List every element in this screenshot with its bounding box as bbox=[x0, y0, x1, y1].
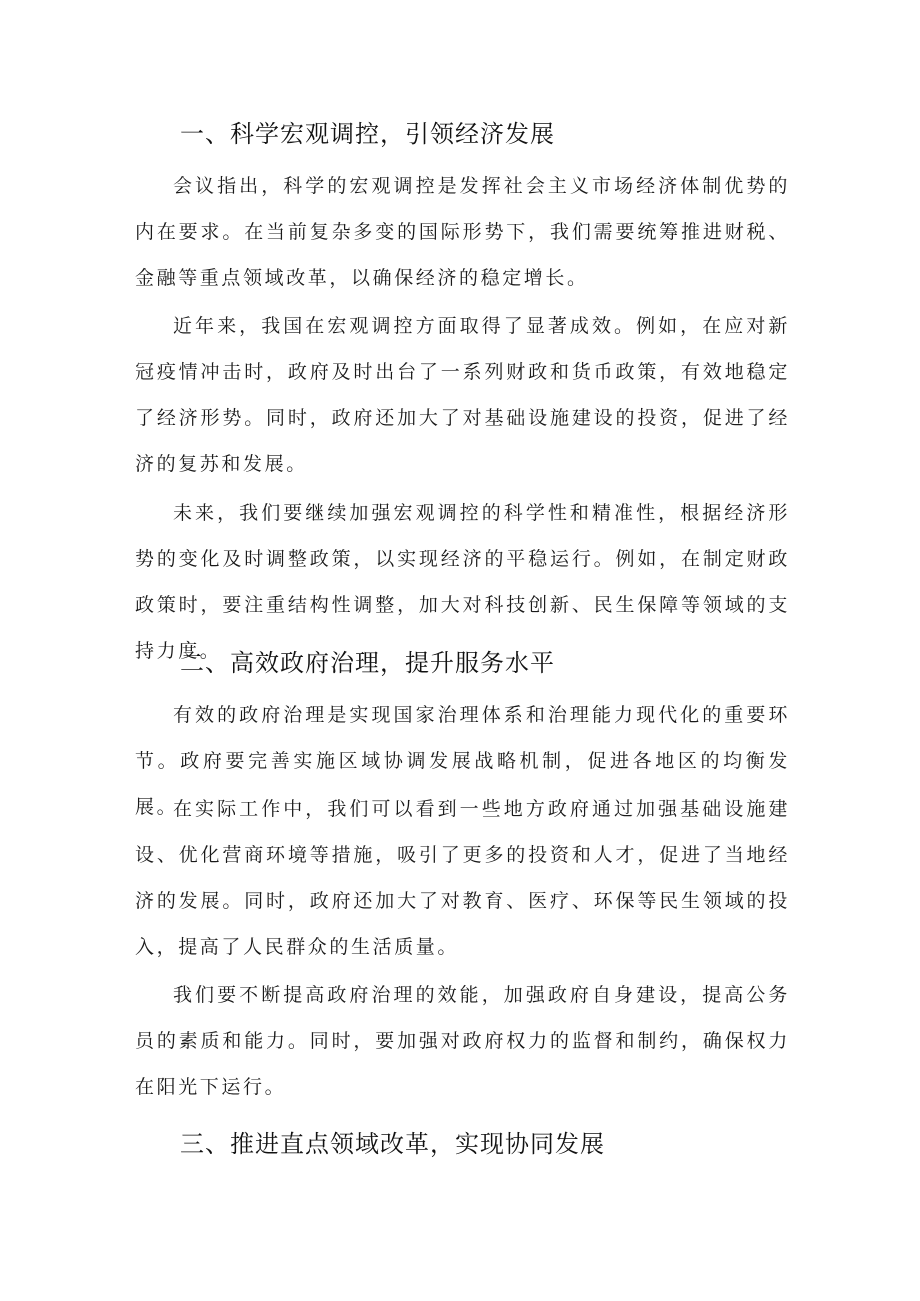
section-1-paragraph-1: 会议指出，科学的宏观调控是发挥社会主义市场经济体制优势的内在要求。在当前复杂多变的国际形势下，我们需要统筹推进财税、金融等重点领域改革，以确保经济的稳定增长。 bbox=[135, 175, 790, 289]
section-1-paragraph-2: 近年来，我国在宏观调控方面取得了显著成效。例如，在应对新冠疫情冲击时，政府及时出台了一系列财政和货币政策，有效地稳定了经济形势。同时，政府还加大了对基础设施建设的投资，促进了经济的复苏和发展。 bbox=[135, 315, 790, 475]
section-2-paragraph-2: 在实际工作中，我们可以看到一些地方政府通过加强基础设施建设、优化营商环境等措施，吸引了更多的投资和人才，促进了当地经济的发展。同时，政府还加大了对教育、医疗、环保等民生领域的投入，提高了人民群众的生活质量。 bbox=[135, 798, 790, 958]
section-2-paragraph-3: 我们要不断提高政府治理的效能，加强政府自身建设，提高公务员的素质和能力。同时，要加强对政府权力的监督和制约，确保权力在阳光下运行。 bbox=[135, 984, 790, 1098]
section-1-paragraph-3: 未来，我们要继续加强宏观调控的科学性和精准性，根据经济形势的变化及时调整政策，以实现经济的平稳运行。例如，在制定财政政策时，要注重结构性调整，加大对科技创新、民生保障等领域的支持力度。 bbox=[135, 502, 790, 662]
section-2-heading: 二、高效政府治理，提升服务水平 bbox=[180, 649, 555, 677]
section-2-paragraph-1: 有效的政府治理是实现国家治理体系和治理能力现代化的重要环节。政府要完善实施区域协调发展战略机制，促进各地区的均衡发展。 bbox=[135, 704, 790, 818]
section-3-heading: 三、推进直点领域改革，实现协同发展 bbox=[180, 1130, 605, 1158]
section-1-heading: 一、科学宏观调控，引领经济发展 bbox=[180, 120, 555, 148]
